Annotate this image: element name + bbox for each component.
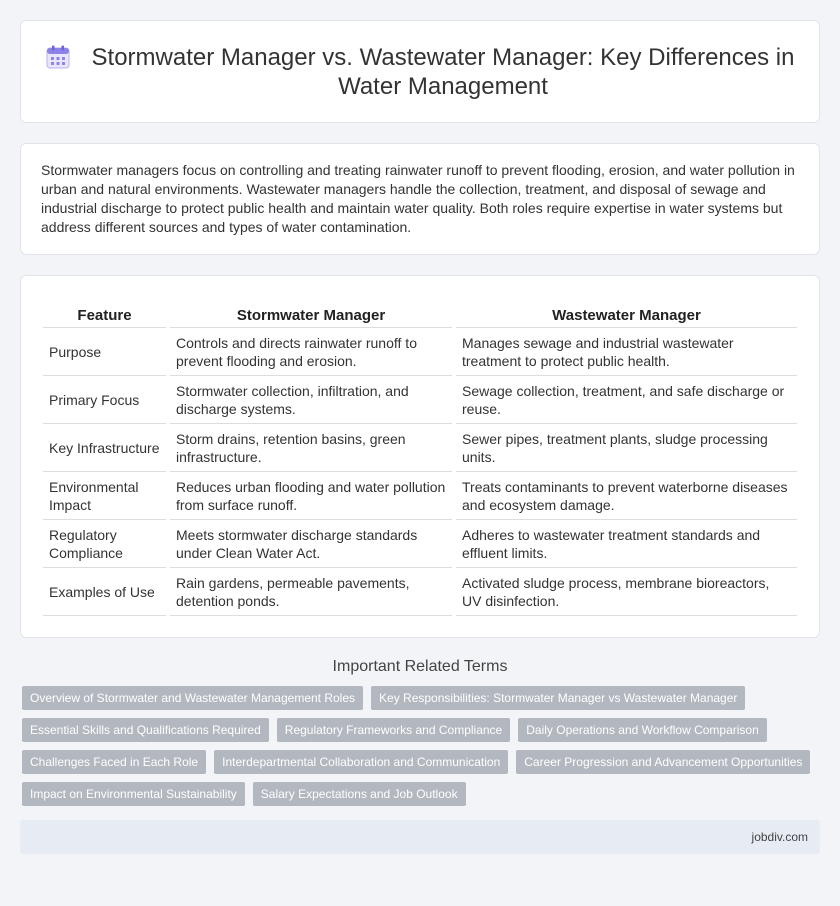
footer-site-link[interactable]: jobdiv.com [751,830,808,844]
stormwater-cell: Reduces urban flooding and water pollution from surface runoff. [170,472,452,520]
intro-card [20,143,820,255]
feature-cell: Purpose [43,328,166,376]
feature-cell: Primary Focus [43,376,166,424]
wastewater-cell: Adheres to wastewater treatment standards and effluent limits. [456,520,797,568]
comparison-table [39,298,801,616]
table-row [43,568,797,616]
related-term-tag[interactable]: Key Responsibilities: Stormwater Manager vs Wastewater Manager [371,686,745,710]
related-term-tag[interactable]: Essential Skills and Qualifications Required [22,718,269,742]
wastewater-cell: Manages sewage and industrial wastewater treatment to protect public health. [456,328,797,376]
header-card [20,20,820,123]
calendar-icon [45,44,71,70]
feature-cell: Regulatory Compliance [43,520,166,568]
related-term-tag[interactable]: Overview of Stormwater and Wastewater Management Roles [22,686,363,710]
related-terms-section [0,658,840,806]
table-row [43,520,797,568]
feature-cell: Examples of Use [43,568,166,616]
related-term-tag[interactable]: Daily Operations and Workflow Comparison [518,718,767,742]
column-header-stormwater: Stormwater Manager [170,298,452,328]
table-row [43,424,797,472]
feature-cell: Environmental Impact [43,472,166,520]
related-terms-tags [0,686,840,806]
stormwater-cell: Meets stormwater discharge standards under Clean Water Act. [170,520,452,568]
wastewater-cell: Sewer pipes, treatment plants, sludge processing units. [456,424,797,472]
feature-cell: Key Infrastructure [43,424,166,472]
column-header-wastewater: Wastewater Manager [456,298,797,328]
related-term-tag[interactable]: Interdepartmental Collaboration and Communication [214,750,508,774]
column-header-feature: Feature [43,298,166,328]
table-row [43,328,797,376]
table-header-row [43,298,797,328]
table-row [43,376,797,424]
related-terms-title: Important Related Terms [332,658,508,675]
wastewater-cell: Treats contaminants to prevent waterborne diseases and ecosystem damage. [456,472,797,520]
related-term-tag[interactable]: Career Progression and Advancement Opportunities [516,750,810,774]
related-term-tag[interactable]: Regulatory Frameworks and Compliance [277,718,510,742]
wastewater-cell: Activated sludge process, membrane bioreactors, UV disinfection. [456,568,797,616]
page-title: Stormwater Manager vs. Wastewater Manager: Key Differences in Water Management [91,43,795,100]
wastewater-cell: Sewage collection, treatment, and safe discharge or reuse. [456,376,797,424]
related-term-tag[interactable]: Challenges Faced in Each Role [22,750,206,774]
comparison-card [20,275,820,638]
stormwater-cell: Rain gardens, permeable pavements, detention ponds. [170,568,452,616]
footer [20,820,820,854]
stormwater-cell: Stormwater collection, infiltration, and discharge systems. [170,376,452,424]
intro-text: Stormwater managers focus on controlling and treating rainwater runoff to prevent flooding, erosion, and water pollution in urban and natural environments. Wastewater managers handle the collection, treatment, and disposal of sewage and industrial discharge to protect public health and maintain water quality. Both roles require expertise in water systems but address different sources and types of water contamination. [41,162,795,235]
table-row [43,472,797,520]
related-term-tag[interactable]: Impact on Environmental Sustainability [22,782,245,806]
stormwater-cell: Controls and directs rainwater runoff to prevent flooding and erosion. [170,328,452,376]
related-term-tag[interactable]: Salary Expectations and Job Outlook [253,782,466,806]
stormwater-cell: Storm drains, retention basins, green infrastructure. [170,424,452,472]
